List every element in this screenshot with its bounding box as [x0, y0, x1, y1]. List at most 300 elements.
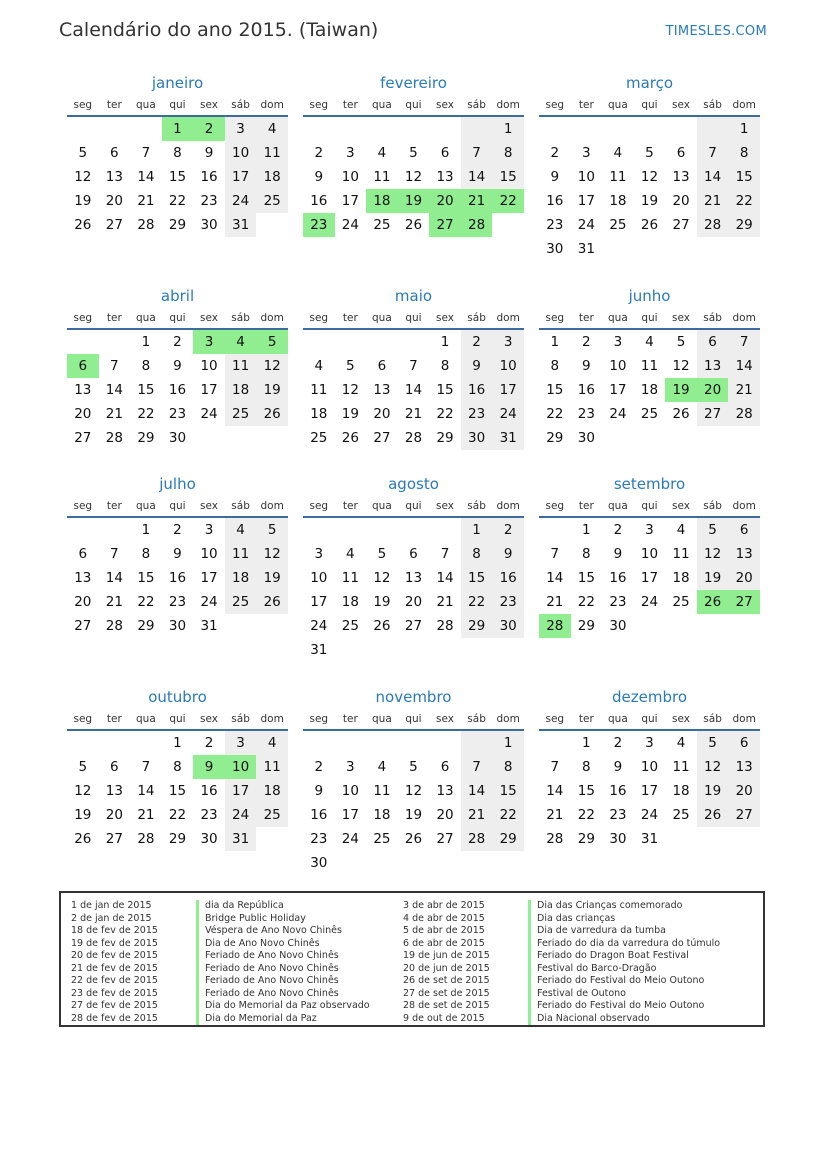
weekday-label: sáb	[703, 312, 722, 324]
day-cell: 26	[697, 590, 729, 614]
day-cell: 18	[640, 382, 659, 398]
month-janeiro	[67, 72, 288, 237]
empty-cell	[539, 731, 571, 755]
day-cell: 10	[577, 169, 595, 185]
holiday-date: 23 de fev de 2015	[71, 987, 158, 999]
day-grid	[303, 330, 524, 450]
day-cell: 30	[492, 614, 524, 638]
day-cell: 16	[609, 783, 627, 799]
day-cell: 31	[492, 426, 524, 450]
day-cell: 13	[436, 783, 454, 799]
day-cell: 21	[105, 406, 123, 422]
month-maio	[303, 285, 524, 450]
weekday-label: qua	[608, 312, 628, 324]
holiday-date: 28 de set de 2015	[403, 1000, 490, 1011]
day-cell: 12	[256, 354, 288, 378]
empty-cell	[67, 330, 99, 354]
day-cell: 11	[256, 755, 288, 779]
empty-cell	[398, 731, 430, 755]
day-cell: 17	[200, 570, 218, 586]
empty-cell	[193, 426, 225, 450]
empty-cell	[335, 518, 367, 542]
day-cell: 22	[492, 803, 524, 827]
weekday-label: dom	[732, 713, 756, 725]
weekday-label: seg	[73, 312, 93, 324]
holiday-name: Dia de Ano Novo Chinês	[196, 938, 320, 951]
month-name: janeiro	[151, 74, 204, 92]
empty-cell	[67, 117, 99, 141]
weekday-label: dom	[496, 500, 520, 512]
empty-cell	[429, 638, 461, 662]
weekday-label: seg	[545, 500, 565, 512]
day-cell: 23	[461, 402, 493, 426]
weekday-label: seg	[309, 713, 329, 725]
day-cell: 20	[105, 807, 123, 823]
holiday-name: Feriado de Ano Novo Chinês	[196, 963, 339, 976]
day-cell: 4	[314, 358, 324, 374]
day-cell: 27	[436, 831, 454, 847]
month-name: fevereiro	[380, 74, 447, 92]
holiday-date: 20 de fev de 2015	[71, 950, 158, 961]
holiday-name: Feriado do dia da varredura do túmulo	[528, 938, 720, 951]
weekday-header	[67, 308, 288, 330]
empty-cell	[461, 851, 493, 875]
weekday-header	[67, 95, 288, 117]
month-fevereiro	[303, 72, 524, 237]
day-cell: 13	[74, 570, 92, 586]
day-cell: 20	[436, 807, 454, 823]
day-cell: 21	[404, 406, 423, 422]
day-cell: 23	[609, 594, 627, 610]
weekday-label: dom	[496, 312, 520, 324]
day-cell: 30	[168, 430, 187, 446]
day-cell: 29	[461, 614, 493, 638]
site-link[interactable]: TIMESLES.COM	[665, 24, 767, 39]
day-cell: 24	[200, 594, 218, 610]
day-cell: 8	[550, 358, 560, 374]
day-cell: 8	[582, 546, 591, 562]
day-cell: 18	[609, 193, 627, 209]
day-cell: 26	[74, 217, 92, 233]
day-cell: 27	[373, 430, 391, 446]
weekday-label: dom	[732, 312, 756, 324]
weekday-label: sex	[200, 713, 219, 725]
day-cell: 5	[78, 759, 88, 775]
day-cell: 7	[409, 358, 418, 374]
empty-cell	[130, 117, 162, 141]
day-cell: 12	[640, 169, 659, 185]
day-cell: 12	[341, 382, 359, 398]
day-cell: 21	[105, 594, 123, 610]
holiday-date: 5 de abr de 2015	[403, 925, 485, 936]
empty-cell	[697, 237, 729, 261]
day-cell: 5	[645, 145, 654, 161]
month-name: abril	[160, 287, 195, 305]
month-abril	[67, 285, 288, 450]
day-cell: 6	[440, 145, 450, 161]
weekday-label: seg	[73, 713, 93, 725]
day-cell: 30	[609, 831, 627, 847]
day-cell: 28	[137, 217, 155, 233]
weekday-label: dom	[496, 99, 520, 111]
day-cell: 9	[461, 354, 493, 378]
weekday-header	[539, 496, 760, 518]
day-cell: 24	[200, 406, 218, 422]
day-cell: 16	[492, 566, 524, 590]
weekday-header	[539, 709, 760, 731]
empty-cell	[571, 117, 603, 141]
day-cell: 7	[550, 546, 560, 562]
holiday-name: Dia das crianças	[528, 913, 615, 926]
day-cell: 26	[373, 618, 391, 634]
day-cell: 24	[341, 217, 359, 233]
day-cell: 2	[613, 735, 623, 751]
day-cell: 11	[609, 169, 627, 185]
day-cell: 22	[461, 590, 493, 614]
day-cell: 21	[546, 594, 564, 610]
day-cell: 9	[613, 759, 623, 775]
weekday-label: seg	[545, 99, 565, 111]
day-cell: 22	[577, 807, 595, 823]
day-cell: 8	[141, 358, 151, 374]
month-julho	[67, 473, 288, 638]
day-cell: 19	[404, 807, 423, 823]
day-cell: 3	[225, 117, 257, 141]
day-cell: 4	[346, 546, 355, 562]
day-cell: 16	[200, 783, 218, 799]
day-cell: 29	[137, 430, 155, 446]
day-cell: 24	[341, 831, 359, 847]
empty-cell	[634, 117, 666, 141]
day-cell: 25	[373, 217, 391, 233]
weekday-label: qui	[641, 99, 658, 111]
holiday-date: 20 de jun de 2015	[403, 962, 490, 974]
day-cell: 9	[314, 169, 324, 185]
day-cell: 1	[582, 522, 591, 538]
day-cell: 25	[373, 831, 391, 847]
day-cell: 11	[310, 382, 328, 398]
empty-cell	[728, 237, 760, 261]
weekday-label: dom	[260, 99, 284, 111]
day-cell: 20	[105, 193, 123, 209]
day-cell: 8	[173, 145, 182, 161]
day-cell: 8	[141, 546, 151, 562]
day-grid	[303, 117, 524, 237]
empty-cell	[303, 731, 335, 755]
day-cell: 23	[492, 590, 524, 614]
day-cell: 4	[256, 117, 288, 141]
day-cell: 6	[78, 546, 88, 562]
empty-cell	[335, 851, 367, 875]
day-cell: 19	[341, 406, 359, 422]
day-cell: 27	[728, 803, 760, 827]
day-cell: 28	[461, 827, 493, 851]
day-cell: 16	[168, 570, 187, 586]
day-cell: 17	[341, 807, 359, 823]
day-cell: 6	[110, 759, 119, 775]
weekday-label: ter	[578, 500, 594, 512]
day-cell: 27	[105, 217, 123, 233]
empty-cell	[99, 518, 131, 542]
holiday-date: 2 de jan de 2015	[71, 912, 152, 924]
day-cell: 19	[398, 189, 430, 213]
day-cell: 5	[256, 330, 288, 354]
day-cell: 21	[436, 594, 454, 610]
empty-cell	[634, 426, 666, 450]
day-cell: 10	[609, 358, 627, 374]
day-cell: 16	[168, 382, 187, 398]
day-cell: 3	[346, 145, 355, 161]
day-cell: 30	[310, 855, 328, 871]
day-cell: 5	[256, 518, 288, 542]
day-cell: 16	[461, 378, 493, 402]
empty-cell	[99, 117, 131, 141]
weekday-label: ter	[342, 500, 358, 512]
empty-cell	[634, 237, 666, 261]
holiday-date: 19 de fev de 2015	[71, 937, 158, 949]
weekday-label: ter	[106, 713, 122, 725]
day-cell: 20	[672, 193, 690, 209]
empty-cell	[602, 426, 634, 450]
day-cell: 20	[74, 406, 92, 422]
day-cell: 27	[728, 590, 760, 614]
day-cell: 26	[404, 831, 423, 847]
day-cell: 2	[613, 522, 623, 538]
weekday-label: qua	[372, 500, 392, 512]
day-cell: 11	[373, 169, 391, 185]
weekday-label: qui	[405, 500, 422, 512]
holiday-name: Feriado de Ano Novo Chinês	[196, 975, 339, 988]
day-grid	[539, 518, 760, 638]
day-cell: 22	[546, 406, 564, 422]
day-cell: 14	[105, 570, 123, 586]
day-cell: 11	[672, 546, 690, 562]
day-cell: 16	[609, 570, 627, 586]
day-cell: 24	[225, 189, 257, 213]
day-cell: 21	[461, 189, 493, 213]
day-cell: 25	[672, 594, 690, 610]
day-cell: 1	[440, 334, 450, 350]
day-cell: 14	[137, 783, 155, 799]
empty-cell	[67, 731, 99, 755]
weekday-label: sáb	[231, 312, 250, 324]
day-cell: 31	[200, 618, 218, 634]
weekday-label: qua	[608, 500, 628, 512]
day-cell: 23	[200, 193, 218, 209]
holiday-date: 6 de abr de 2015	[403, 937, 485, 949]
day-cell: 10	[310, 570, 328, 586]
weekday-label: qua	[608, 713, 628, 725]
day-cell: 3	[645, 735, 654, 751]
day-cell: 13	[728, 542, 760, 566]
empty-cell	[366, 638, 398, 662]
weekday-label: qui	[169, 312, 186, 324]
day-cell: 10	[492, 354, 524, 378]
day-cell: 2	[193, 117, 225, 141]
day-cell: 23	[168, 594, 187, 610]
holiday-date: 3 de abr de 2015	[403, 900, 485, 911]
day-cell: 8	[440, 358, 450, 374]
empty-cell	[67, 518, 99, 542]
day-cell: 22	[168, 807, 187, 823]
holiday-name: Bridge Public Holiday	[196, 913, 306, 926]
day-cell: 6	[676, 145, 686, 161]
day-cell: 26	[697, 803, 729, 827]
day-cell: 14	[461, 165, 493, 189]
day-cell: 4	[613, 145, 623, 161]
day-cell: 18	[341, 594, 359, 610]
weekday-label: ter	[342, 713, 358, 725]
empty-cell	[335, 330, 367, 354]
day-cell: 11	[256, 141, 288, 165]
day-cell: 26	[404, 217, 423, 233]
day-cell: 7	[550, 759, 560, 775]
day-cell: 24	[577, 217, 595, 233]
day-cell: 14	[436, 570, 454, 586]
day-cell: 1	[461, 518, 493, 542]
day-cell: 21	[546, 807, 564, 823]
weekday-label: sex	[436, 99, 455, 111]
day-cell: 10	[225, 141, 257, 165]
day-cell: 6	[440, 759, 450, 775]
day-cell: 25	[225, 590, 257, 614]
day-cell: 5	[346, 358, 355, 374]
weekday-label: qui	[405, 312, 422, 324]
weekday-label: dom	[260, 500, 284, 512]
day-cell: 29	[168, 831, 187, 847]
empty-cell	[256, 426, 288, 450]
day-cell: 4	[225, 330, 257, 354]
day-cell: 19	[256, 566, 288, 590]
day-cell: 16	[310, 193, 328, 209]
day-cell: 8	[582, 759, 591, 775]
weekday-label: qua	[608, 99, 628, 111]
day-cell: 14	[546, 783, 564, 799]
day-cell: 17	[225, 779, 257, 803]
day-cell: 13	[697, 354, 729, 378]
holiday-date: 19 de jun de 2015	[403, 950, 490, 961]
day-cell: 22	[436, 406, 454, 422]
day-cell: 30	[461, 426, 493, 450]
day-cell: 18	[256, 165, 288, 189]
day-cell: 16	[577, 382, 595, 398]
day-cell: 17	[341, 193, 359, 209]
holiday-name: Dia do Memorial da Paz observado	[196, 1000, 370, 1013]
weekday-label: seg	[309, 500, 329, 512]
day-cell: 9	[193, 755, 225, 779]
empty-cell	[130, 731, 162, 755]
empty-cell	[398, 117, 430, 141]
weekday-label: qua	[372, 99, 392, 111]
empty-cell	[335, 117, 367, 141]
day-cell: 21	[137, 807, 155, 823]
day-cell: 6	[728, 731, 760, 755]
weekday-label: sex	[672, 99, 691, 111]
weekday-label: sex	[200, 312, 219, 324]
weekday-label: qua	[136, 312, 156, 324]
day-cell: 30	[168, 618, 187, 634]
day-cell: 29	[436, 430, 454, 446]
holiday-date: 26 de set de 2015	[403, 975, 490, 986]
day-cell: 11	[341, 570, 359, 586]
day-cell: 27	[697, 402, 729, 426]
weekday-header	[539, 308, 760, 330]
empty-cell	[256, 213, 288, 237]
weekday-label: ter	[578, 713, 594, 725]
day-cell: 11	[373, 783, 391, 799]
day-cell: 12	[697, 542, 729, 566]
day-cell: 14	[546, 570, 564, 586]
weekday-header	[303, 308, 524, 330]
day-cell: 1	[492, 731, 524, 755]
empty-cell	[366, 330, 398, 354]
weekday-label: sáb	[703, 713, 722, 725]
weekday-label: sex	[672, 312, 691, 324]
day-cell: 14	[728, 354, 760, 378]
day-cell: 13	[728, 755, 760, 779]
empty-cell	[225, 614, 257, 638]
holiday-name: dia da República	[196, 900, 284, 913]
day-cell: 24	[640, 807, 659, 823]
empty-cell	[665, 426, 697, 450]
day-cell: 7	[110, 546, 119, 562]
holiday-date: 21 de fev de 2015	[71, 962, 158, 974]
day-grid	[67, 117, 288, 237]
day-cell: 17	[609, 382, 627, 398]
day-cell: 28	[728, 402, 760, 426]
day-cell: 12	[404, 783, 423, 799]
day-cell: 25	[609, 217, 627, 233]
day-cell: 29	[577, 618, 595, 634]
day-cell: 21	[697, 189, 729, 213]
day-cell: 20	[429, 189, 461, 213]
day-cell: 4	[256, 731, 288, 755]
weekday-label: sáb	[231, 500, 250, 512]
day-cell: 3	[582, 145, 591, 161]
empty-cell	[697, 614, 729, 638]
day-cell: 27	[74, 618, 92, 634]
weekday-label: qua	[372, 312, 392, 324]
day-cell: 25	[225, 402, 257, 426]
holiday-name: Feriado do Festival do Meio Outono	[528, 975, 704, 988]
day-cell: 3	[613, 334, 623, 350]
holiday-name: Feriado do Festival do Meio Outono	[528, 1000, 704, 1013]
weekday-label: ter	[106, 99, 122, 111]
empty-cell	[697, 827, 729, 851]
day-cell: 23	[310, 831, 328, 847]
day-cell: 12	[74, 783, 92, 799]
month-agosto	[303, 473, 524, 662]
empty-cell	[398, 851, 430, 875]
weekday-label: dom	[260, 713, 284, 725]
day-cell: 5	[409, 145, 418, 161]
day-cell: 22	[137, 594, 155, 610]
day-cell: 19	[373, 594, 391, 610]
day-cell: 18	[366, 189, 398, 213]
empty-cell	[256, 827, 288, 851]
day-cell: 25	[672, 807, 690, 823]
day-cell: 24	[609, 406, 627, 422]
day-cell: 27	[404, 618, 423, 634]
empty-cell	[303, 117, 335, 141]
weekday-label: ter	[342, 312, 358, 324]
day-cell: 17	[577, 193, 595, 209]
holiday-name: Festival de Outono	[528, 988, 626, 1001]
day-cell: 30	[577, 430, 595, 446]
day-cell: 29	[137, 618, 155, 634]
day-cell: 20	[728, 779, 760, 803]
empty-cell	[429, 518, 461, 542]
